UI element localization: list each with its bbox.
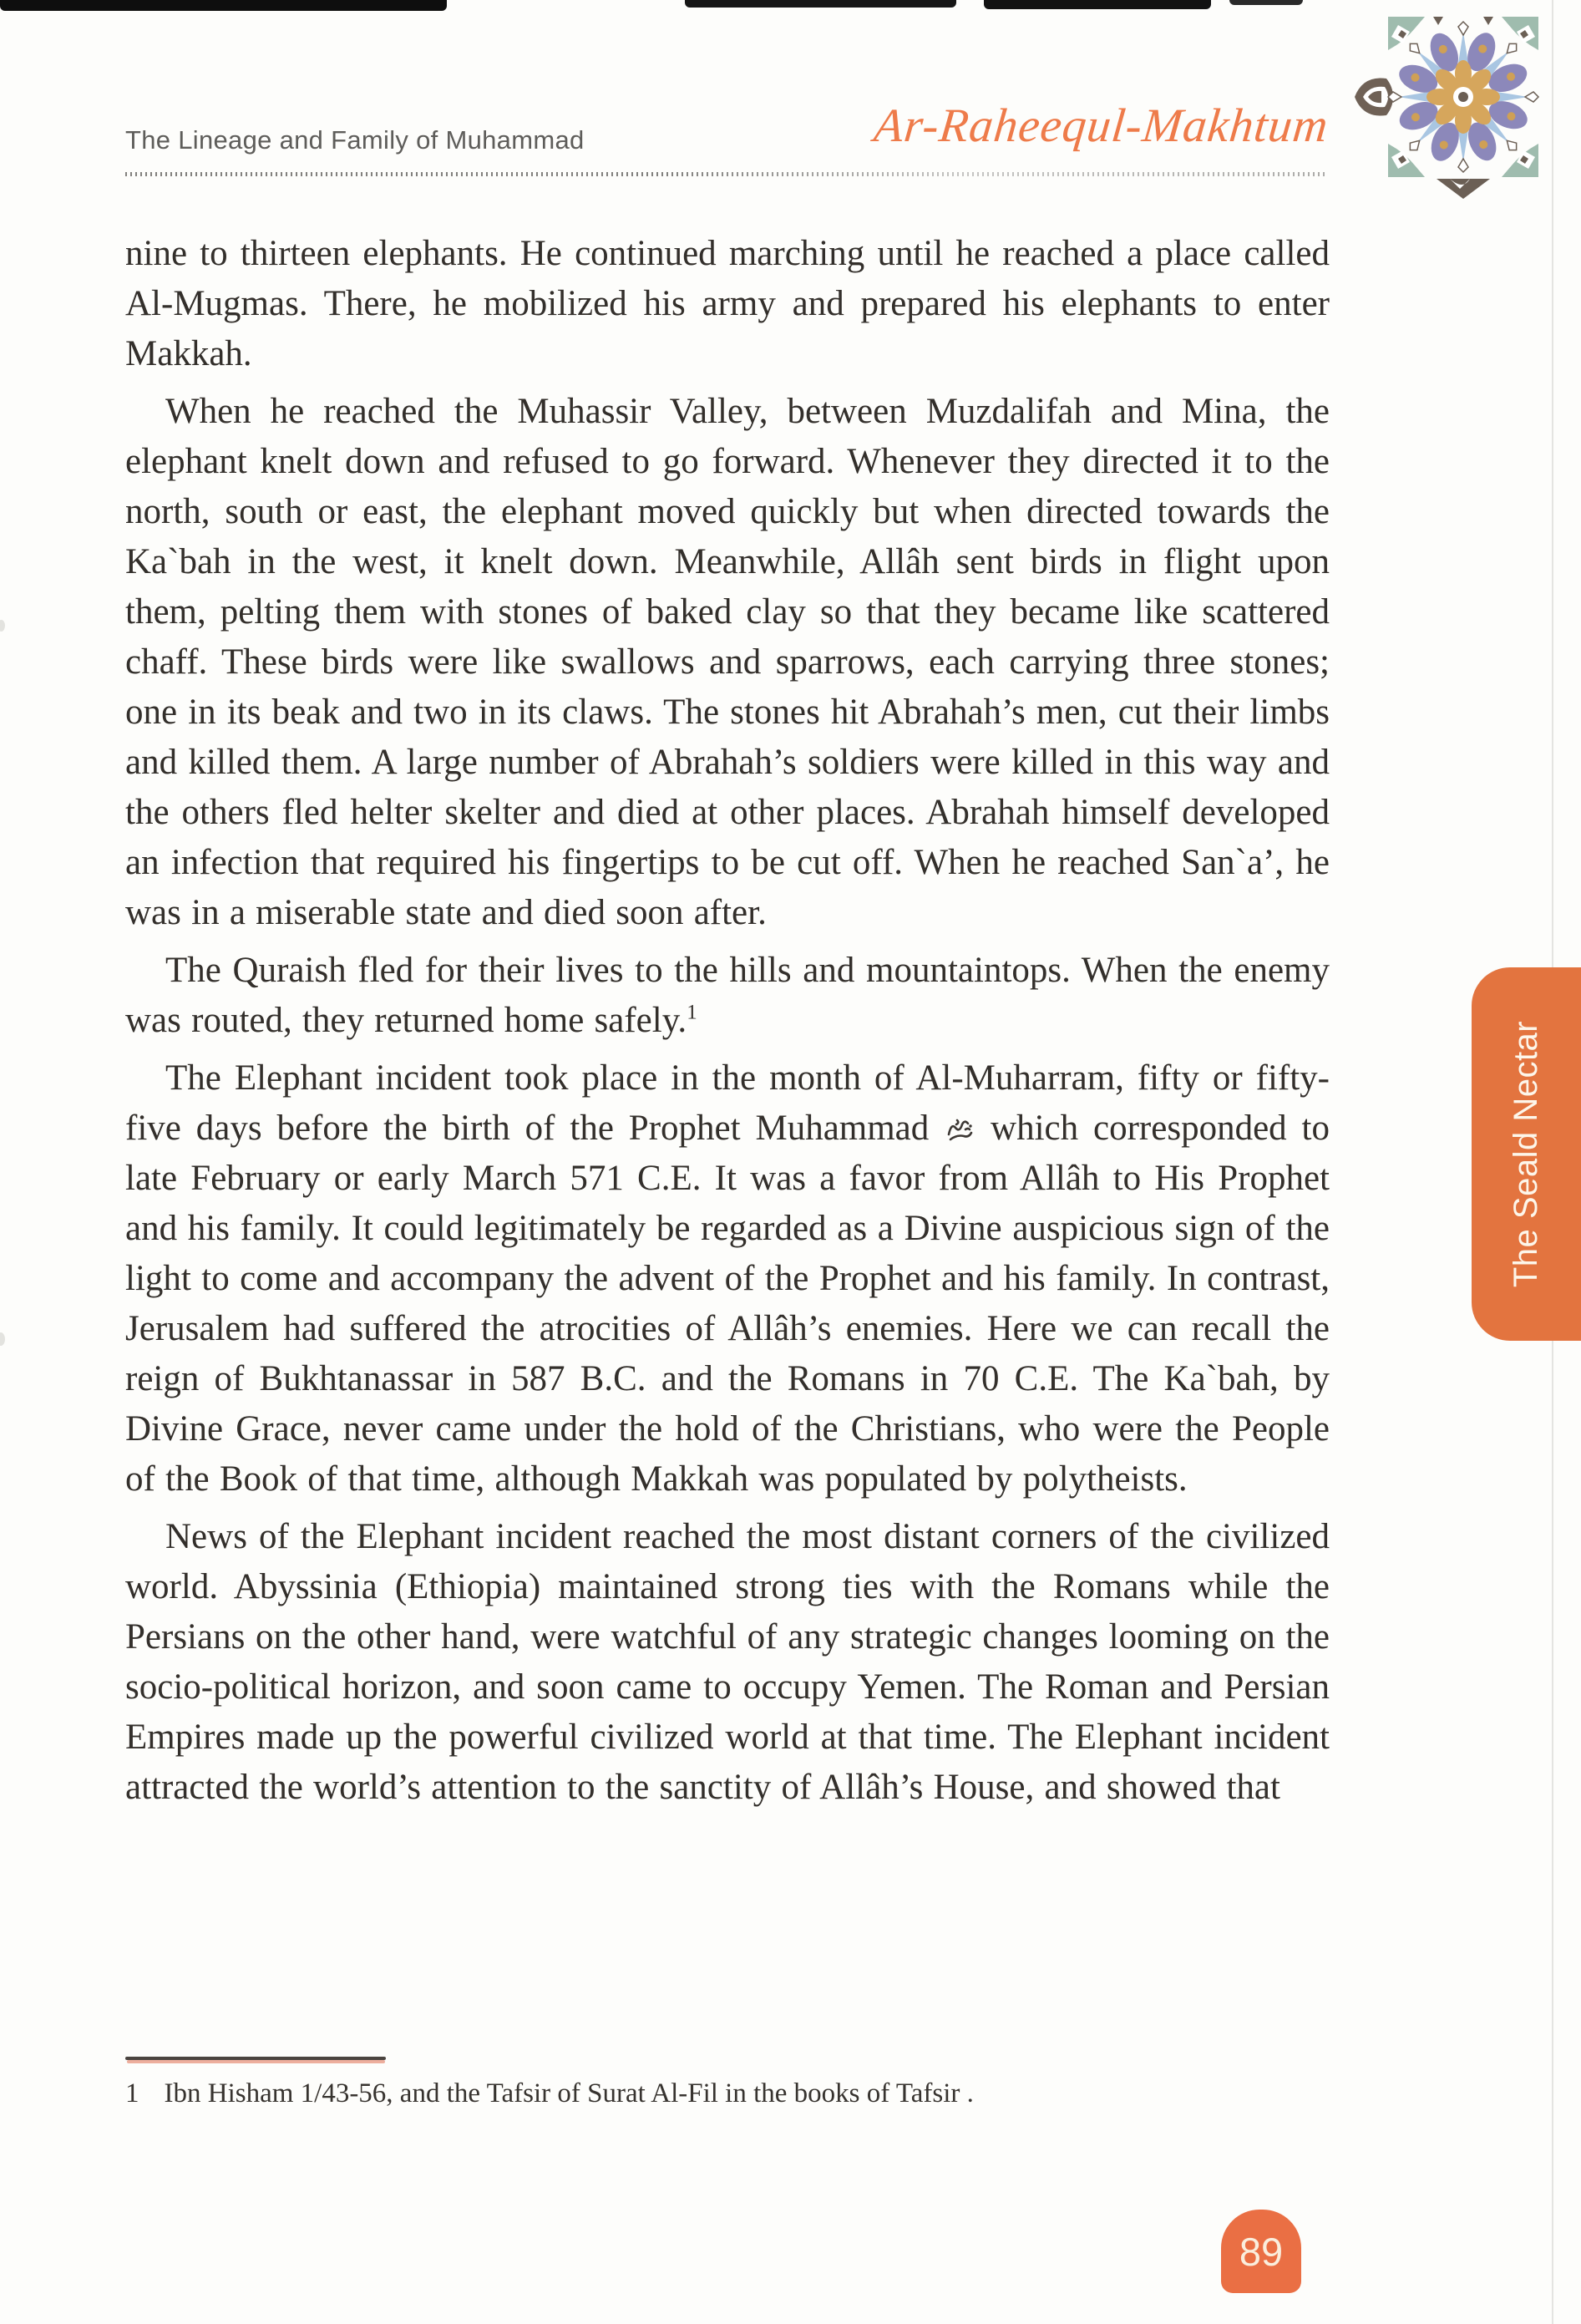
paragraph: The Elephant incident took place in the month of Al-Muharram, fifty or fifty-five days before the birth of the Prophet Muhammad which corresponded to late February or early March 571 C.E. It was a favor from Allâh to His Prophet and his family. It could legitimately be regarded as a Divine auspicious sign of the light to come and accompany the advent of the Prophet and his family. In contrast, Jerusalem had suffered the atrocities of Allâh’s enemies. Here we can recall the reign of Bukhtanassar in 587 B.C. and the Romans in 70 C.E. The Ka`bah, by Divine Grace, never came under the hold of the Christians, who were the People of the Book of that time, although Makkah was populated by polytheists. xyxy=(125,1058,1330,1499)
body-text xyxy=(125,229,1330,1813)
header-dotted-rule xyxy=(125,172,1328,176)
footnote-text: Ibn Hisham 1/43-56, and the Tafsir of Surat Al-Fil in the books of Tafsir . xyxy=(164,2078,974,2108)
paragraph: News of the Elephant incident reached the most distant corners of the civilized world. Abyssinia (Ethiopia) maintained strong ties with the Romans while the Persians on the other hand, were watchful of any strategic changes looming on the socio-political horizon, and soon came to occupy Yemen. The Roman and Persian Empires made up the powerful civilized world at that time. The Elephant incident attracted the world’s attention to the sanctity of Allâh’s House, and showed that xyxy=(125,1517,1330,1807)
section-side-tab-label: The Seald Nectar xyxy=(1508,1020,1544,1288)
scan-artifact-top-strip xyxy=(0,0,447,11)
scan-artifact-mark xyxy=(0,620,5,632)
footnote-reference: 1 xyxy=(687,1001,697,1024)
paragraph: When he reached the Muhassir Valley, between Muzdalifah and Mina, the elephant knelt down and refused to go forward. Whenever they directed it to the north, south or east, the elephant moved quickly but when directed towards the Ka`bah in the west, it knelt down. Meanwhile, Allâh sent birds in flight upon them, pelting them with stones of baked clay so that they became like scattered chaff. These birds were like swallows and sparrows, each carrying three stones; one in its beak and two in its claws. The stones hit Abrahah’s men, cut their limbs and killed them. A large number of Abrahah’s soldiers were killed in this way and the others fled helter skelter and died at other places. Abrahah himself developed an infection that required his fingertips to be cut off. When he reached San`a’, he was in a miserable state and died soon after. xyxy=(125,392,1330,932)
page-number-badge xyxy=(1221,2210,1301,2293)
scan-artifact-mark xyxy=(0,1332,5,1346)
book-title-calligraphy: Ar-Raheequl-Makhtum xyxy=(871,99,1331,152)
chapter-running-header: The Lineage and Family of Muhammad xyxy=(125,125,585,155)
footnote-separator-rule xyxy=(125,2057,386,2063)
scan-artifact-top-strip xyxy=(984,0,1211,9)
page-number: 89 xyxy=(1239,2229,1284,2274)
paragraph: nine to thirteen elephants. He continued marching until he reached a place called Al-Mugmas. There, he mobilized his army and prepared his elephants to enter Makkah. xyxy=(125,234,1330,373)
scan-artifact-top-strip xyxy=(685,0,956,8)
footnote-number: 1 xyxy=(125,2078,139,2108)
scan-artifact-top-strip xyxy=(1229,0,1303,5)
islamic-rosette-ornament xyxy=(1350,5,1553,199)
footnote xyxy=(125,2078,1211,2109)
paragraph: The Quraish fled for their lives to the hills and mountaintops. When the enemy was routed, they returned home safely.$^1$ xyxy=(125,951,1330,1040)
pbuh-honorific-symbol xyxy=(945,1117,974,1142)
section-side-tab xyxy=(1472,967,1581,1341)
